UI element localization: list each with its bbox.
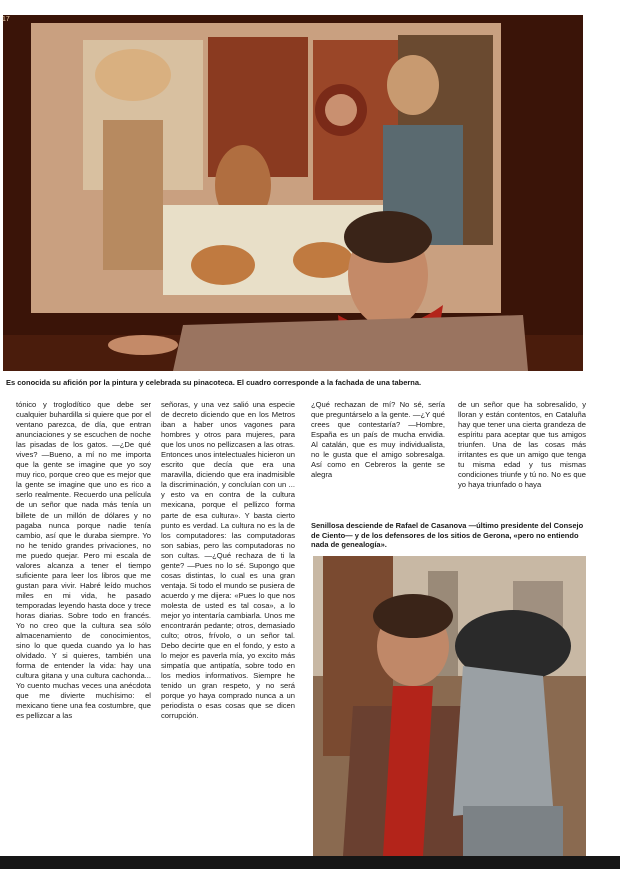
photo-caption: Es conocida su afición por la pintura y celebrada su pinacoteca. El cuadro corresponde a la fachada de una taberna. bbox=[6, 378, 422, 387]
photo-illustration bbox=[3, 15, 583, 371]
page-number: 17 bbox=[2, 16, 10, 23]
tavern-painting-photo bbox=[3, 15, 583, 371]
article-text: de un señor que ha sobresalido, y lloran y están contentos, en Cataluña hay que tener una cierta grandeza de espíritu para aceptar que tus amigos triunfen. Una de las cosas más irritantes es que un amigo que tenga tu misma edad y tus mismas condiciones triunfe y tú no. No es que yo haya triunfado o haya bbox=[458, 400, 586, 490]
photo-illustration-2 bbox=[313, 556, 586, 856]
bottom-rule bbox=[0, 856, 620, 869]
telescope-photo bbox=[313, 556, 586, 856]
article-column-2 bbox=[161, 400, 295, 850]
article-text: tónico y troglodítico que debe ser cualquier buhardilla si quiere que por el ventano parezca, de día, que entran anunciaciones y se escuchen de noche las pisadas de los gatos. —¿De qué vives? —Bueno, a mí no me importa que la gente se imagine que yo soy muy rico, porque creo que es mejor que la gente se imagine que uno es rico a serlo realmente. Recuerdo una película de un señor que nada más tenía un billete de un millón de dólares y no pagaba nunca porque nadie tenía cambio, así que le duraba siempre. Yo no he tenido grandes privaciones, no me puedo quejar. Pero mi escala de valores alcanza a tener el tiempo suficiente para leer los libros que me gustan para vivir. Habré leído muchos miles en mi vida, he pasado temporadas leyendo hasta doce y trece horas diarias. Sobre todo en francés. Yo no creo que la cultura sea sólo almacenamiento de conocimientos, sino lo que queda cuando ya lo has olvidado. Y si quieres, también una forma de entender la vida: hay una cultura gitana y una cultura cachonda... Yo cuento muchas veces una anécdota que me divierte muchísimo: el mexicano tiene una fea costumbre, que es pellizcar a las bbox=[16, 400, 151, 721]
article-column-1 bbox=[16, 400, 151, 850]
article-text: ¿Qué rechazan de mí? No sé, sería que preguntárselo a la gente. —¿Y qué crees que contestaría? —Hombre, España es un país de mucha envidia. Al catalán, que es muy individualista, no le gusta que el amigo sobresalga. Así como en Cebreros la gente se alegra bbox=[311, 400, 445, 480]
article-text: señoras, y una vez salió una especie de decreto diciendo que en los Metros iban a haber unos vagones para hombres y otros para mujeres, para que los unos no pellizcasen a las otras. Entonces unos intelectuales hicieron un escrito que decía que era una maravilla, diciendo que era inadmisible la discriminación, y concluían con un ... y esto va en contra de la cultura mexicana, porque el pellizco forma parte de esa cultura». Y basta cierto punto es verdad. La cultura no es la de los computadores: las computadoras son sabias, pero las computadoras no son cultas. —¿Qué rechaza de ti la gente? —Pues no lo sé. Supongo que cosas distintas, lo cual es una gran ventaja. Si todo el mundo se pusiera de acuerdo y me dijera: «Pues lo que nos molesta de usted es tal cosa», a lo mejor yo intentaría cambiarla. Unos me encontrarán pedante; otros, demasiado culto; otros, frívolo, o un señor tal. Debo decirte que en el fondo, y esto a lo mejor es paverla mía, yo excito más simpatía que antipatía, sobre todo en los medios informativos. Siempre he tenido un gran respeto, y no será porque yo haya comprado nunca a un periodista o esas cosas que se dicen corrupción. bbox=[161, 400, 295, 721]
photo-caption-2: Senillosa desciende de Rafael de Casanova —último presidente del Consejo de Ciento— y de los defensores de los sitios de Gerona, «pero no entiendo nada de genealogía». bbox=[311, 521, 584, 550]
